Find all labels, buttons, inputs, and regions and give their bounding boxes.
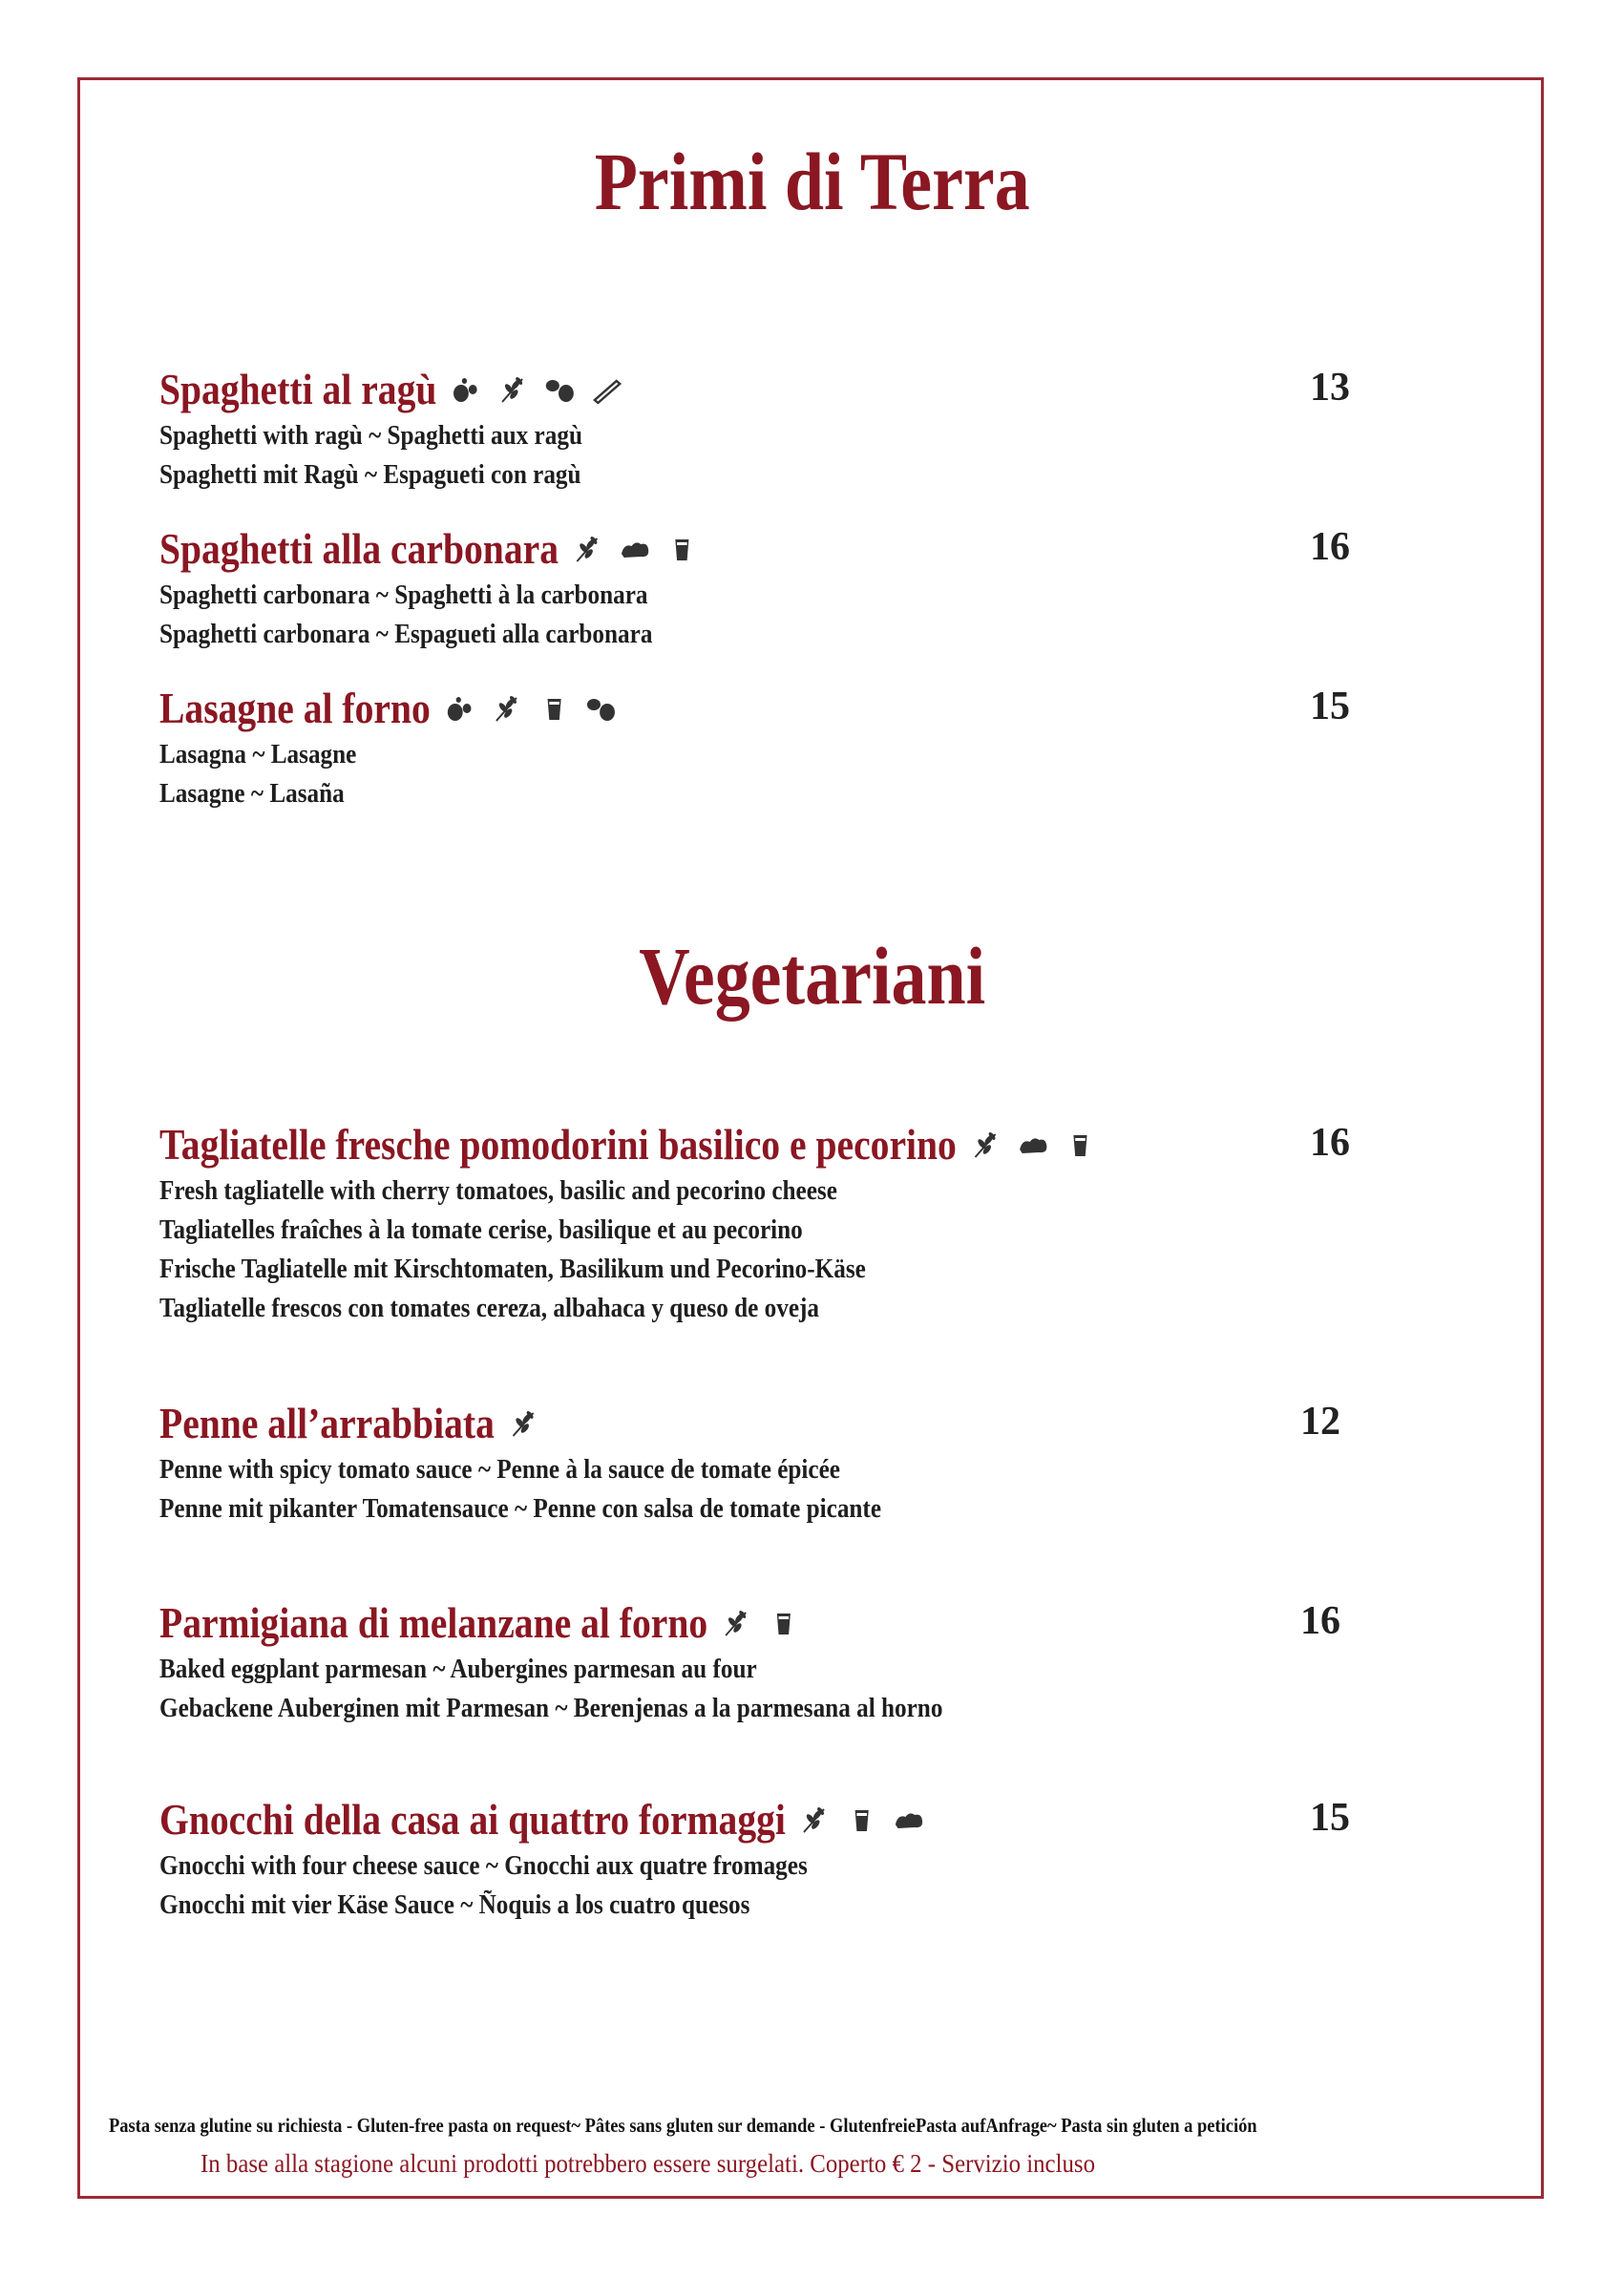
menu-item (159, 1118, 1401, 1328)
item-price: 13 (1310, 366, 1350, 410)
allergen-icons (721, 1609, 800, 1637)
menu-item (159, 363, 1401, 495)
milk-icon (538, 694, 569, 723)
wheat-icon (508, 1409, 539, 1438)
item-description: Spaghetti carbonara ~ Spaghetti à la carbonara (159, 580, 648, 610)
menu-item (159, 522, 1401, 654)
allergen-icons (799, 1805, 925, 1834)
item-name: Parmigiana di melanzane al forno (159, 1599, 708, 1647)
item-price: 12 (1300, 1400, 1340, 1444)
item-price: 16 (1300, 1599, 1340, 1643)
menu-item (159, 1397, 1401, 1529)
section-title-vegetariani: Vegetariani (639, 930, 986, 1022)
nuts-icon (544, 375, 576, 404)
gluten-note: Pasta senza glutine su richiesta - Gluten-free pasta on request~ Pâtes sans gluten sur demande - GlutenfreiePasta aufAnfrage~ Pasta sin gluten a petición (109, 2114, 1257, 2137)
item-name: Lasagne al forno (159, 685, 431, 732)
item-description: Fresh tagliatelle with cherry tomatoes, basilic and pecorino cheese (159, 1176, 837, 1206)
menu-item (159, 1793, 1401, 1925)
item-description: Tagliatelle frescos con tomates cereza, albahaca y queso de oveja (159, 1294, 820, 1323)
item-price: 15 (1310, 685, 1350, 728)
beans-icon (444, 694, 475, 723)
item-price: 16 (1310, 525, 1350, 569)
item-description: Spaghetti mit Ragù ~ Espagueti con ragù (159, 460, 581, 490)
item-name: Tagliatelle fresche pomodorini basilico e pecorino (159, 1121, 957, 1169)
allergen-icons (444, 694, 617, 723)
section-title-primi: Primi di Terra (594, 136, 1030, 227)
meat-icon (619, 535, 650, 563)
item-name: Gnocchi della casa ai quattro formaggi (159, 1796, 786, 1844)
item-description: Tagliatelles fraîches à la tomate cerise, basilique et au pecorino (159, 1215, 803, 1245)
item-description: Spaghetti carbonara ~ Espagueti alla carbonara (159, 620, 653, 649)
item-description: Penne with spicy tomato sauce ~ Penne à la sauce de tomate épicée (159, 1455, 840, 1485)
wheat-icon (721, 1609, 752, 1637)
wheat-icon (572, 535, 603, 563)
milk-icon (769, 1609, 800, 1637)
meat-icon (1017, 1130, 1048, 1159)
nuts-icon (585, 694, 617, 723)
milk-icon (1064, 1130, 1095, 1159)
item-description: Gnocchi mit vier Käse Sauce ~ Ñoquis a los cuatro quesos (159, 1890, 750, 1920)
wheat-icon (970, 1130, 1002, 1159)
wheat-icon (799, 1805, 831, 1834)
milk-icon (846, 1805, 877, 1834)
allergen-icons (970, 1130, 1096, 1159)
menu-item (159, 1596, 1401, 1728)
item-description: Lasagne ~ Lasaña (159, 779, 345, 809)
allergen-icons (508, 1409, 539, 1438)
item-price: 15 (1310, 1796, 1350, 1840)
item-description: Gnocchi with four cheese sauce ~ Gnocchi aux quatre fromages (159, 1851, 808, 1881)
meat-icon (894, 1805, 925, 1834)
milk-icon (666, 535, 698, 563)
item-name: Penne all’arrabbiata (159, 1400, 495, 1447)
item-description: Penne mit pikanter Tomatensauce ~ Penne con salsa de tomate picante (159, 1494, 882, 1524)
item-description: Frische Tagliatelle mit Kirschtomaten, Basilikum und Pecorino-Käse (159, 1255, 866, 1284)
beans-icon (451, 375, 482, 404)
allergen-icons (572, 535, 698, 563)
item-description: Gebackene Auberginen mit Parmesan ~ Berenjenas a la parmesana al horno (159, 1694, 943, 1723)
menu-item (159, 682, 1401, 813)
season-note: In base alla stagione alcuni prodotti potrebbero essere surgelati. Coperto € 2 - Servizio incluso (200, 2149, 1096, 2178)
item-description: Lasagna ~ Lasagne (159, 740, 357, 770)
item-name: Spaghetti al ragù (159, 366, 437, 413)
wheat-icon (497, 375, 529, 404)
item-name: Spaghetti alla carbonara (159, 525, 559, 573)
allergen-icons (451, 375, 623, 404)
celery-icon (591, 375, 622, 404)
item-description: Spaghetti with ragù ~ Spaghetti aux ragù (159, 421, 582, 451)
item-price: 16 (1310, 1121, 1350, 1165)
wheat-icon (491, 694, 522, 723)
item-description: Baked eggplant parmesan ~ Aubergines parmesan au four (159, 1655, 757, 1684)
